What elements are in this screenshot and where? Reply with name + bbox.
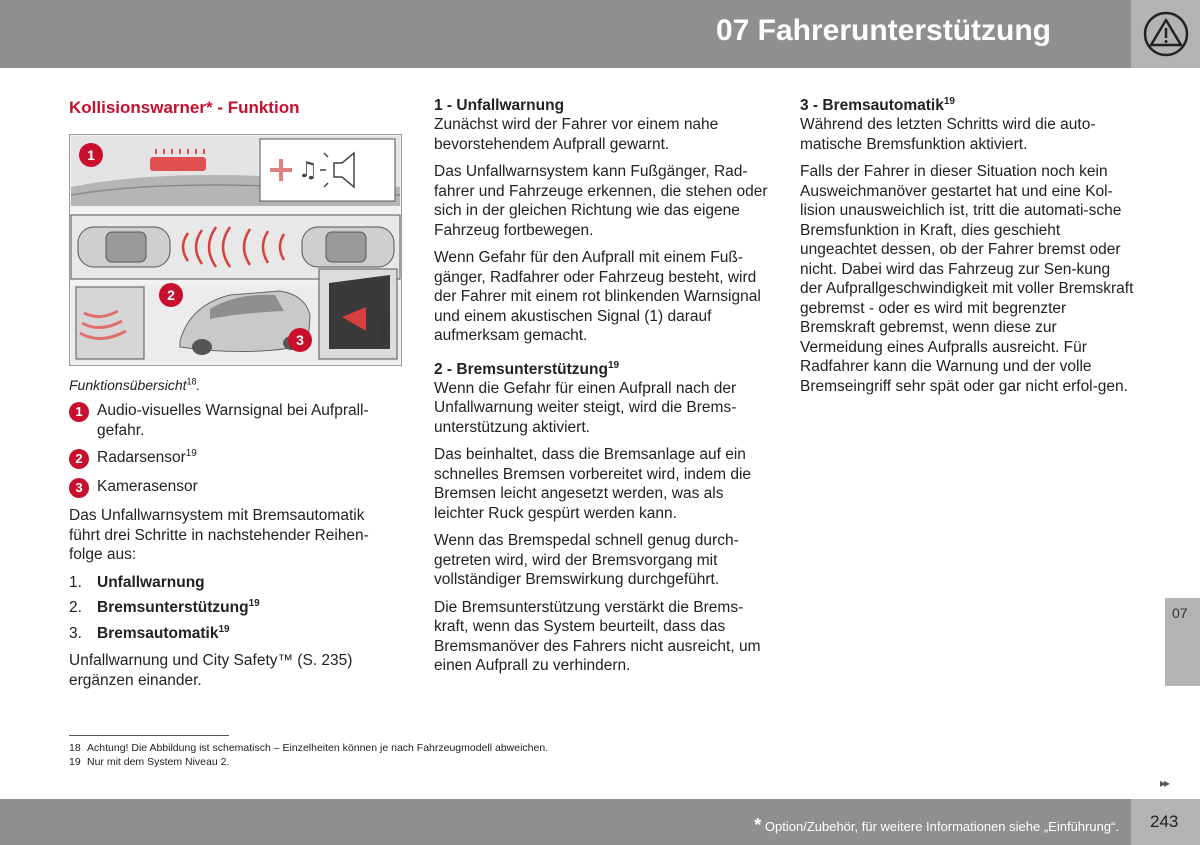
figure-code: G045079: [381, 314, 388, 343]
warning-triangle-icon: [1143, 11, 1189, 57]
list-item: 3. Bremsautomatik$^{19}$: [69, 623, 230, 642]
paragraph: Falls der Fahrer in dieser Situation noch kein Ausweichmanöver gestartet hat und eine Kol-lision unausweichlich ist, tritt die automati-sche Bremsfunktion in Kraft, dies geschieht ungeachtet dessen, ob der Fahrer bremst oder nicht. Dabei wird das Fahrzeug zur Sen-kung der Aufprallgeschwindigkeit mit voller Bremskraft gebremst - oder es wird mit begrenzter Bremskraft gebremst, wenn diese zur Vermeidung eines Aufpralls ausreicht. Für Radfahrer kann die Warnung und der volle Bremseingriff sehr spät oder gar nicht erfol-gen.: [800, 163, 1134, 395]
legend-text: Kamerasensor: [97, 478, 198, 495]
page-number: 243: [1150, 812, 1179, 831]
paragraph: Zunächst wird der Fahrer vor einem nahe bevorstehendem Aufprall gewarnt.: [434, 116, 719, 153]
footer-note: * Option/Zubehör, für weitere Informationen siehe „Einführung“.: [754, 815, 1119, 835]
footnote-divider: [69, 735, 229, 736]
outro-paragraph: Unfallwarnung und City Safety™ (S. 235) ergänzen einander.: [69, 652, 353, 689]
paragraph: Das Unfallwarnsystem kann Fußgänger, Rad-fahrer und Fahrzeuge erkennen, die stehen oder sich in der gleichen Richtung wie das eigene Fahrzeug fortbewegen.: [434, 163, 768, 239]
footnote: 19 Nur mit dem System Niveau 2.: [69, 756, 230, 768]
radar-sensor-inset: [76, 287, 144, 359]
column-middle: [434, 96, 769, 684]
legend-item: [69, 448, 399, 469]
own-car-top-view: [78, 227, 170, 267]
paragraph: Wenn das Bremspedal schnell genug durch-getreten wird, wird der Bremsvorgang mit vollständiger Bremswirkung durchgeführt.: [434, 532, 739, 588]
heading-collision-warning: 1 - Unfallwarnung: [434, 97, 565, 114]
legend-item: [69, 477, 399, 498]
page-header: [0, 0, 1131, 68]
figure-badge-2: [159, 283, 183, 307]
paragraph: Während des letzten Schritts wird die auto-matische Bremsfunktion aktiviert.: [800, 116, 1096, 153]
heading-auto-brake: 3 - Bremsautomatik$^{19}$: [800, 95, 955, 114]
number-badge: 3: [69, 478, 89, 498]
paragraph: Wenn Gefahr für den Aufprall mit einem Fuß-gänger, Radfahrer oder Fahrzeug besteht, wird der Fahrer mit einem rot blinkenden Warnsignal und einem akustischen Signal (1) darauf aufmerksam gemacht.: [434, 249, 761, 344]
lead-car-top-view: [302, 227, 394, 267]
intro-paragraph: Das Unfallwarnsystem mit Bremsautomatik führt drei Schritte in nachstehender Reihen-folge aus:: [69, 507, 369, 563]
svg-text:1: 1: [87, 146, 95, 163]
heading-brake-assist: 2 - Bremsunterstützung$^{19}$: [434, 359, 620, 378]
page-footer: [0, 799, 1131, 845]
figure-caption: Funktionsübersicht$^{18}$.: [69, 375, 201, 393]
footnotes: [69, 741, 548, 769]
collision-warning-illustration: [70, 135, 401, 365]
legend-item: [69, 401, 399, 440]
hud-warning-light: [150, 157, 206, 171]
svg-text:3: 3: [296, 331, 304, 348]
column-left: [69, 96, 399, 698]
legend-text: Radarsensor$^{19}$: [97, 447, 197, 466]
paragraph: Wenn die Gefahr für einen Aufprall nach der Unfallwarnung weiter steigt, wird die Brems-unterstützung aktiviert.: [434, 379, 737, 436]
legend-text: Audio-visuelles Warnsignal bei Aufprall-gefahr.: [97, 402, 369, 439]
figure-badge-1: [79, 143, 103, 167]
svg-text:2: 2: [167, 286, 175, 303]
paragraph: Die Bremsunterstützung verstärkt die Brems-kraft, wenn das System beurteilt, dass das Bremsmanöver des Fahrers nicht ausreicht, um einen Aufprall zu verhindern.: [434, 598, 761, 674]
chapter-side-tab[interactable]: [1165, 598, 1200, 686]
header-icon-box: [1131, 0, 1200, 68]
footnote: 18 Achtung! Die Abbildung ist schematisch – Einzelheiten können je nach Fahrzeugmodell abweichen.: [69, 742, 549, 754]
list-item: 2. Bremsunterstützung$^{19}$: [69, 597, 260, 616]
figure-badge-3: [288, 328, 312, 352]
function-overview-figure: [69, 134, 402, 366]
next-page-arrows-icon[interactable]: ▸▸: [1160, 776, 1169, 790]
paragraph: Das beinhaltet, dass die Bremsanlage auf ein schnelles Bremsen vorbereitet wird, indem die Bremsen leicht angesetzt werden, was als leichter Ruck gespürt werden kann.: [434, 446, 752, 522]
number-badge: 2: [69, 449, 89, 469]
music-note-icon: ♫: [298, 157, 318, 183]
page-number-box: [1131, 799, 1200, 845]
list-item: 1. Unfallwarnung: [69, 573, 205, 591]
column-right: [800, 96, 1135, 404]
section-title: Kollisionswarner* - Funktion: [69, 98, 300, 117]
number-badge: 1: [69, 402, 89, 422]
side-tab-label: 07: [1172, 605, 1188, 621]
steps-list: [69, 573, 399, 644]
chapter-title: 07 Fahrerunterstützung: [715, 14, 1051, 47]
